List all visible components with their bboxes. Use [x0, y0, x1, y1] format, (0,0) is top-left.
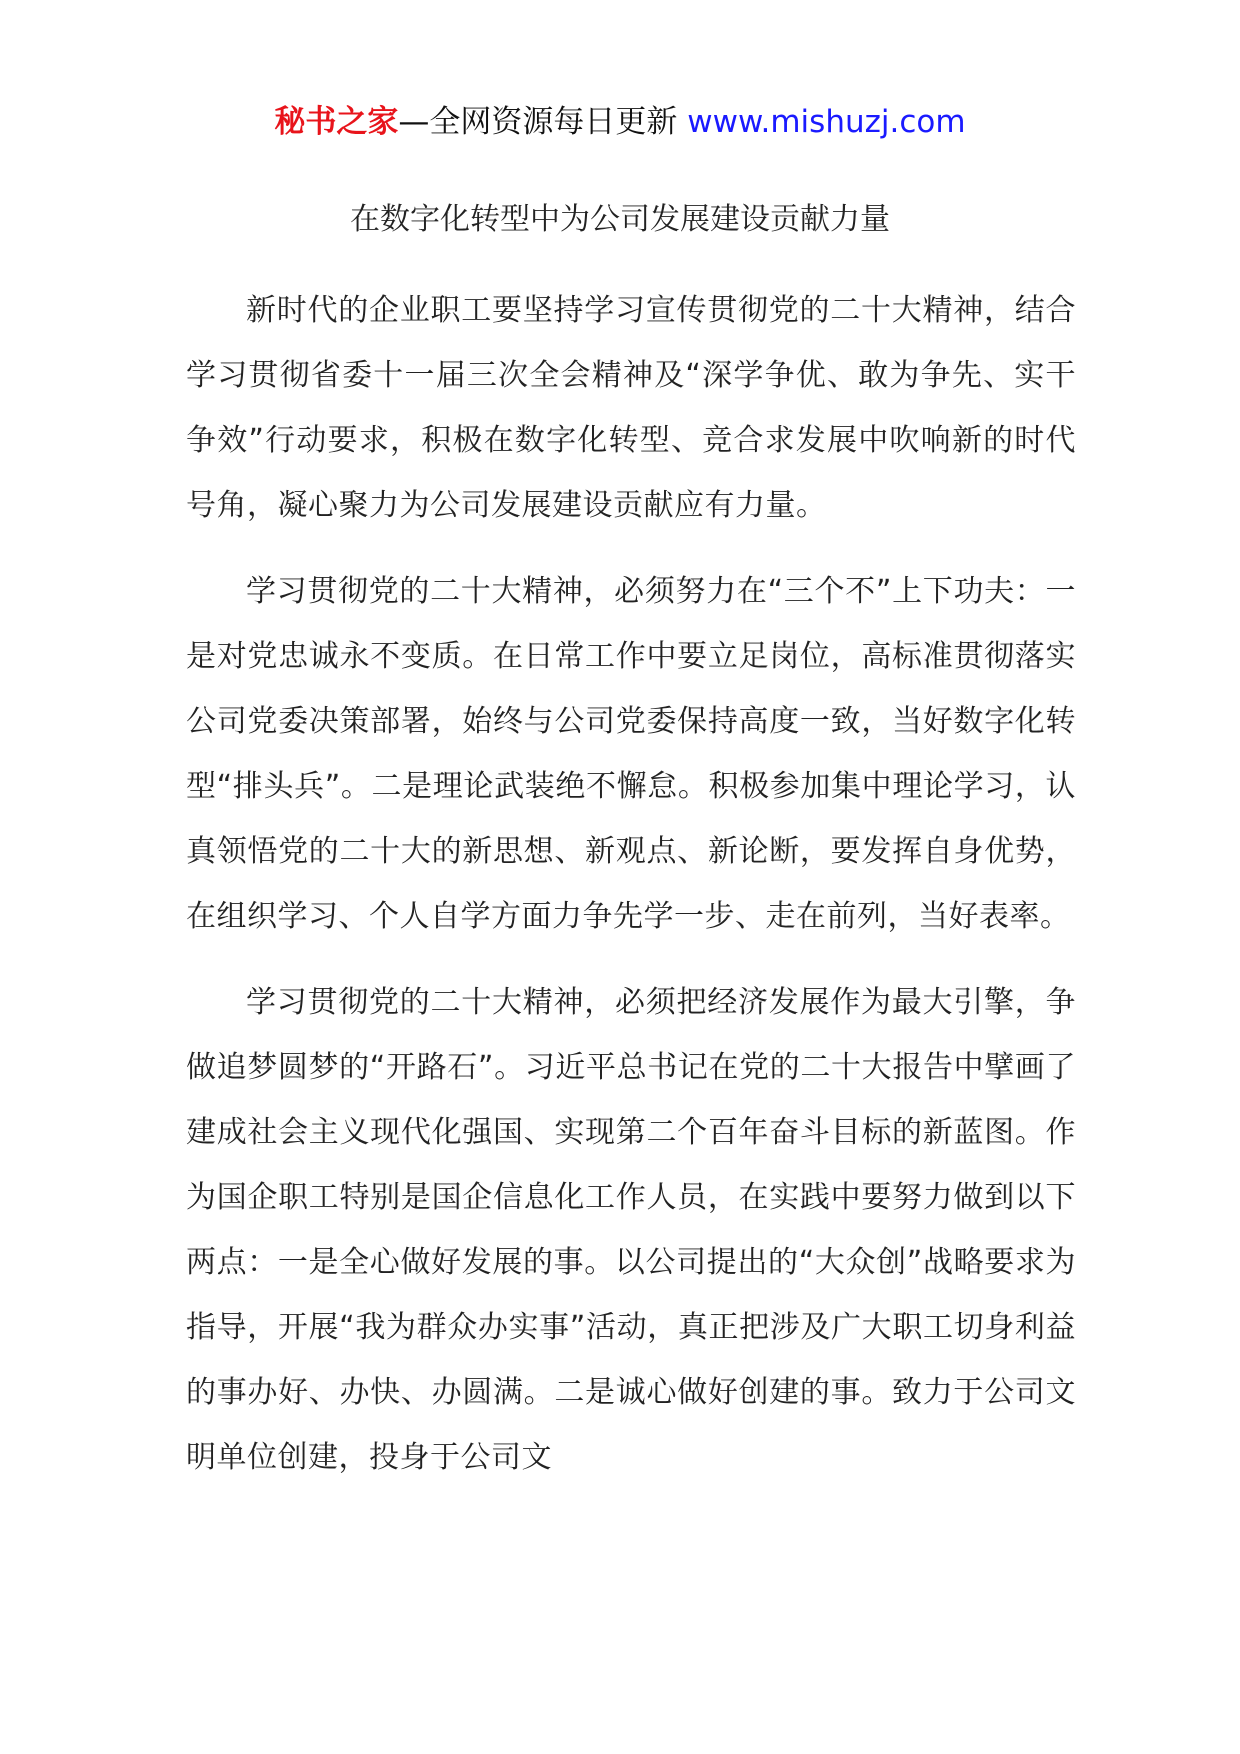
header-tagline: —全网资源每日更新 [398, 104, 688, 140]
site-url-link[interactable]: www.mishuzj.com [687, 104, 966, 140]
document-body [186, 278, 1076, 1511]
brand-name: 秘书之家 [274, 104, 399, 140]
site-header [0, 100, 1240, 144]
paragraph-2: 学习贯彻党的二十大精神，必须努力在“三个不”上下功夫：一是对党忠诚永不变质。在日常工作中要立足岗位，高标准贯彻落实公司党委决策部署，始终与公司党委保持高度一致，当好数字化转型“排头兵”。二是理论武装绝不懈怠。积极参加集中理论学习，认真领悟党的二十大的新思想、新观点、新论断，要发挥自身优势，在组织学习、个人自学方面力争先学一步、走在前列，当好表率。 [186, 574, 1076, 934]
paragraph-1: 新时代的企业职工要坚持学习宣传贯彻党的二十大精神，结合学习贯彻省委十一届三次全会精神及“深学争优、敢为争先、实干争效”行动要求，积极在数字化转型、竞合求发展中吹响新的时代号角，凝心聚力为公司发展建设贡献应有力量。 [186, 293, 1076, 523]
document-title: 在数字化转型中为公司发展建设贡献力量 [350, 202, 890, 237]
paragraph-3: 学习贯彻党的二十大精神，必须把经济发展作为最大引擎，争做追梦圆梦的“开路石”。习近平总书记在党的二十大报告中擘画了建成社会主义现代化强国、实现第二个百年奋斗目标的新蓝图。作为国企职工特别是国企信息化工作人员，在实践中要努力做到以下两点：一是全心做好发展的事。以公司提出的“大众创”战略要求为指导，开展“我为群众办实事”活动，真正把涉及广大职工切身利益的事办好、办快、办圆满。二是诚心做好创建的事。致力于公司文明单位创建，投身于公司文 [186, 985, 1076, 1475]
